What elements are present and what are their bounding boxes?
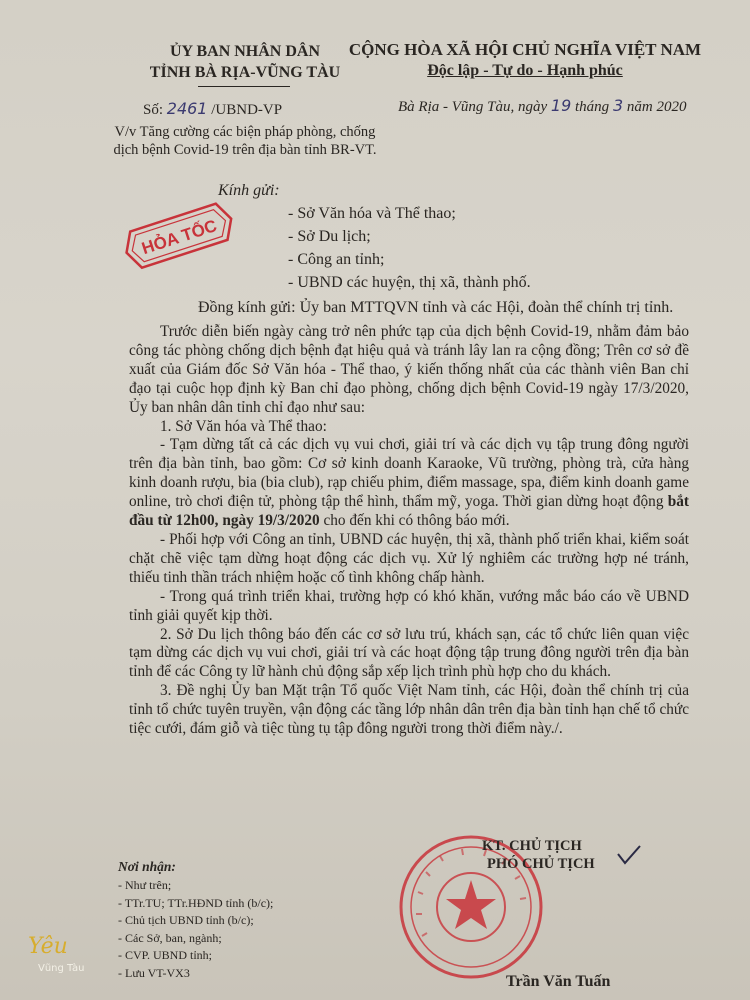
section-1-paragraph-2: - Phối hợp với Công an tỉnh, UBND các huyện, thị xã, thành phố triển khai, kiểm soát chặt chẽ việc tạm dừng hoạt động các dịch vụ. Xử lý nghiêm các trường hợp né tránh, thiếu tinh thần trách nhiệm hoặc cố tình không chấp hành. — [129, 530, 689, 586]
issuer-name-line2: TỈNH BÀ RỊA-VŨNG TÀU — [149, 64, 341, 81]
national-title: CỘNG HÒA XÃ HỘI CHỦ NGHĨA VIỆT NAM — [348, 40, 702, 59]
cc-line: Đồng kính gửi: Ủy ban MTTQVN tỉnh và các Hội, đoàn thể chính trị tỉnh. — [198, 299, 674, 316]
document-date: Bà Rịa - Vũng Tàu, ngày 19 tháng 3 năm 2020 — [398, 96, 687, 115]
recipient-item: - Sở Văn hóa và Thể thao; — [288, 205, 456, 222]
section-1-paragraph-1: - Tạm dừng tất cả các dịch vụ vui chơi, giải trí và các dịch vụ tập trung đông người trên địa bàn tỉnh, bao gồm: Cơ sở kinh doanh Karaoke, Vũ trường, phòng trà, cửa hàng kinh doanh rượu, bia (bia club), rạp chiếu phim, điểm massage, spa, điểm kinh doanh game online, trò chơi điện tử, phòng tập thể hình, thẩm mỹ, yoga. Thời gian dừng hoạt động bắt đầu từ 12h00, ngày 19/3/2020 cho đến khi có thông báo mới. — [129, 436, 689, 530]
list-item: - TTr.TU; TTr.HĐND tỉnh (b/c); — [118, 895, 274, 910]
watermark-logo — [6, 934, 96, 994]
signer-name: Trần Văn Tuấn — [506, 973, 611, 990]
document-subject: V/v Tăng cường các biện pháp phòng, chống dịch bệnh Covid-19 trên địa bàn tỉnh BR-VT. — [113, 124, 377, 158]
watermark-script: Yêu — [28, 934, 68, 959]
section-3: 3. Đề nghị Ủy ban Mặt trận Tổ quốc Việt Nam tỉnh, các Hội, đoàn thể chính trị của tỉnh tổ chức tuyên truyền, vận động các tầng lớp nhân dân trên địa bàn tỉnh hạn chế tổ chức tiệc cưới, đám giỗ và tiệc tùng tụ tập đông người trong thời điểm này./. — [129, 682, 689, 738]
document-body — [129, 323, 689, 739]
list-item: - CVP. UBND tỉnh; — [118, 948, 213, 963]
issuer-name-line1: ỦY BAN NHÂN DÂN — [169, 43, 321, 60]
watermark-caption: Vũng Tàu — [38, 963, 85, 974]
national-motto: Độc lập - Tự do - Hạnh phúc — [427, 62, 623, 79]
signature-title-line2: PHÓ CHỦ TỊCH — [487, 856, 595, 872]
urgent-stamp-text: HỎA TỐC — [139, 216, 220, 259]
recipients-label: Kính gửi: — [218, 182, 280, 199]
signature-title-line1: KT. CHỦ TỊCH — [482, 838, 582, 854]
issuer-underline — [198, 86, 290, 87]
section-1-title: 1. Sở Văn hóa và Thể thao: — [160, 417, 327, 435]
noi-nhan-list — [118, 877, 273, 983]
handwritten-day: 19 — [550, 96, 572, 115]
handwritten-number: 2461 — [166, 99, 208, 118]
list-item: - Chủ tịch UBND tỉnh (b/c); — [118, 913, 254, 928]
section-1-paragraph-3: - Trong quá trình triển khai, trường hợp có khó khăn, vướng mắc báo cáo về UBND tỉnh giải quyết kịp thời. — [129, 587, 689, 624]
recipient-item: - Công an tỉnh; — [288, 251, 385, 268]
urgent-stamp-graphic — [116, 196, 242, 276]
list-item: - Lưu VT-VX3 — [118, 965, 190, 980]
noi-nhan-title: Nơi nhận: — [118, 859, 176, 874]
document-number: Số: 2461 /UBND-VP — [143, 99, 283, 118]
list-item: - Các Sở, ban, ngành; — [118, 930, 222, 945]
handwritten-month: 3 — [612, 96, 624, 115]
list-item: - Như trên; — [118, 878, 172, 892]
effective-time: bắt đầu từ 12h00, ngày 19/3/2020 — [129, 493, 689, 530]
recipient-item: - Sở Du lịch; — [288, 228, 371, 245]
recipient-item: - UBND các huyện, thị xã, thành phố. — [288, 274, 531, 291]
section-2: 2. Sở Du lịch thông báo đến các cơ sở lưu trú, khách sạn, các tổ chức liên quan việc tạm dừng các dịch vụ vui chơi, giải trí và các hoạt động tập trung đông người trên địa bàn tỉnh để các Công ty lữ hành chủ động sắp xếp lịch trình phù hợp cho du khách. — [129, 625, 689, 681]
body-intro: Trước diễn biến ngày càng trở nên phức tạp của dịch bệnh Covid-19, nhằm đảm bảo công tác phòng chống dịch bệnh đạt hiệu quả và tránh lây lan ra cộng đồng; Trên cơ sở đề xuất của Giám đốc Sở Văn hóa - Thể thao, ý kiến thống nhất của các thành viên Ban chỉ đạo tại cuộc họp định kỳ Ban chỉ đạo phòng, chống dịch bệnh Covid-19 ngày 17/3/2020, Ủy ban nhân dân tỉnh chỉ đạo như sau: — [129, 323, 689, 416]
urgent-stamp — [116, 196, 239, 265]
handwritten-check-mark — [616, 844, 642, 866]
